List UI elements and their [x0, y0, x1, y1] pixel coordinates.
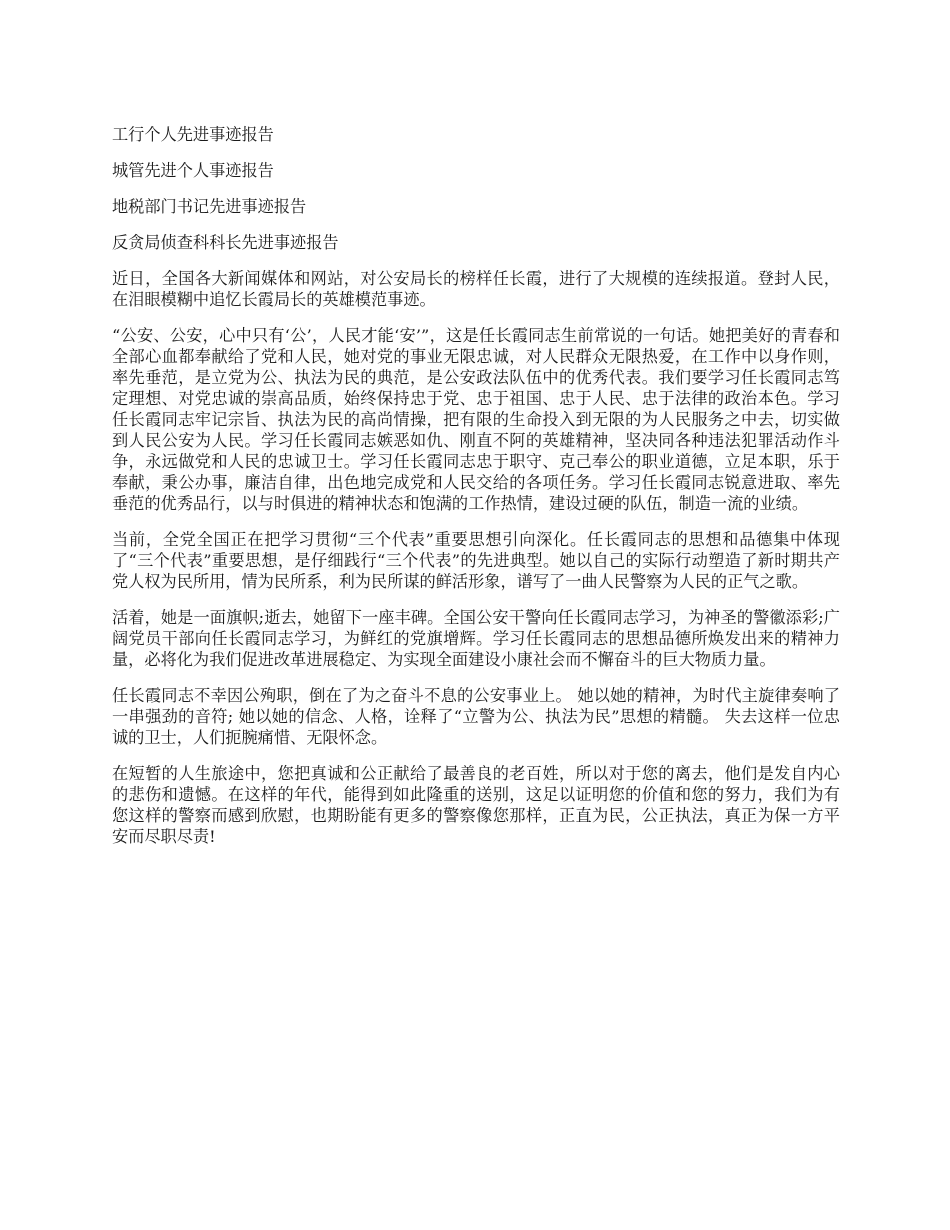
related-title-3[interactable]: 地税部门书记先进事迹报告: [112, 197, 307, 216]
paragraph-farewell: 在短暂的人生旅途中，您把真诚和公正献给了最善良的老百姓，所以对于您的离去，他们是发自内心的悲伤和遗憾。在这样的年代，能得到如此隆重的送别，这足以证明您的价值和您的努力，我们为有您这样的警察而感到欣慰，也期盼能有更多的警察像您那样，正直为民，公正执法，真正为保一方平安而尽职尽责!: [112, 764, 840, 846]
related-title-4[interactable]: 反贪局侦查科科长先进事迹报告: [112, 233, 339, 252]
related-title-2[interactable]: 城管先进个人事迹报告: [112, 161, 274, 180]
paragraph-quote: “公安、公安，心中只有‘公’，人民才能‘安’”，这是任长霞同志生前常说的一句话。她把美好的青春和全部心血都奉献给了党和人民，她对党的事业无限忠诚，对人民群众无限热爱，在工作中以身作则，率先垂范，是立党为公、执法为民的典范，是公安政法队伍中的优秀代表。我们要学习任长霞同志笃定理想、对党忠诚的崇高品质，始终保持忠于党、忠于祖国、忠于人民、忠于法律的政治本色。学习任长霞同志牢记宗旨、执法为民的高尚情操，把有限的生命投入到无限的为人民服务之中去，切实做到人民公安为人民。学习任长霞同志嫉恶如仇、刚直不阿的英雄精神，坚决同各种违法犯罪活动作斗争，永远做党和人民的忠诚卫士。学习任长霞同志忠于职守、克己奉公的职业道德，立足本职，乐于奉献，秉公办事，廉洁自律，出色地完成党和人民交给的各项任务。学习任长霞同志锐意进取、率先垂范的优秀品行，以与时俱进的精神状态和饱满的工作热情，建设过硬的队伍，制造一流的业绩。: [112, 326, 840, 513]
paragraph-intro: 近日，全国各大新闻媒体和网站，对公安局长的榜样任长霞，进行了大规模的连续报道。登封人民，在泪眼模糊中追忆长霞局长的英雄模范事迹。: [112, 269, 840, 309]
paragraph-sacrifice: 任长霞同志不幸因公殉职，倒在了为之奋斗不息的公安事业上。 她以她的精神，为时代主旋律奏响了一串强劲的音符; 她以她的信念、人格，诠释了“立警为公、执法为民”思想的精髓。 失去这样一位忠诚的卫士，人们扼腕痛惜、无限怀念。: [112, 686, 840, 747]
paragraph-banner-monument: 活着，她是一面旗帜;逝去，她留下一座丰碑。全国公安干警向任长霞同志学习，为神圣的警徽添彩;广阔党员干部向任长霞同志学习，为鲜红的党旗增辉。学习任长霞同志的思想品德所焕发出来的精神力量，必将化为我们促进改革进展稳定、为实现全面建设小康社会而不懈奋斗的巨大物质力量。: [112, 608, 840, 669]
related-title-1[interactable]: 工行个人先进事迹报告: [112, 125, 274, 144]
document-body: [112, 124, 840, 862]
paragraph-three-represents: 当前，全党全国正在把学习贯彻“三个代表”重要思想引向深化。任长霞同志的思想和品德集中体现了“三个代表”重要思想，是仔细践行“三个代表”的先进典型。她以自己的实际行动塑造了新时期共产党人权为民所用，情为民所系，利为民所谋的鲜活形象，谱写了一曲人民警察为人民的正气之歌。: [112, 530, 840, 591]
